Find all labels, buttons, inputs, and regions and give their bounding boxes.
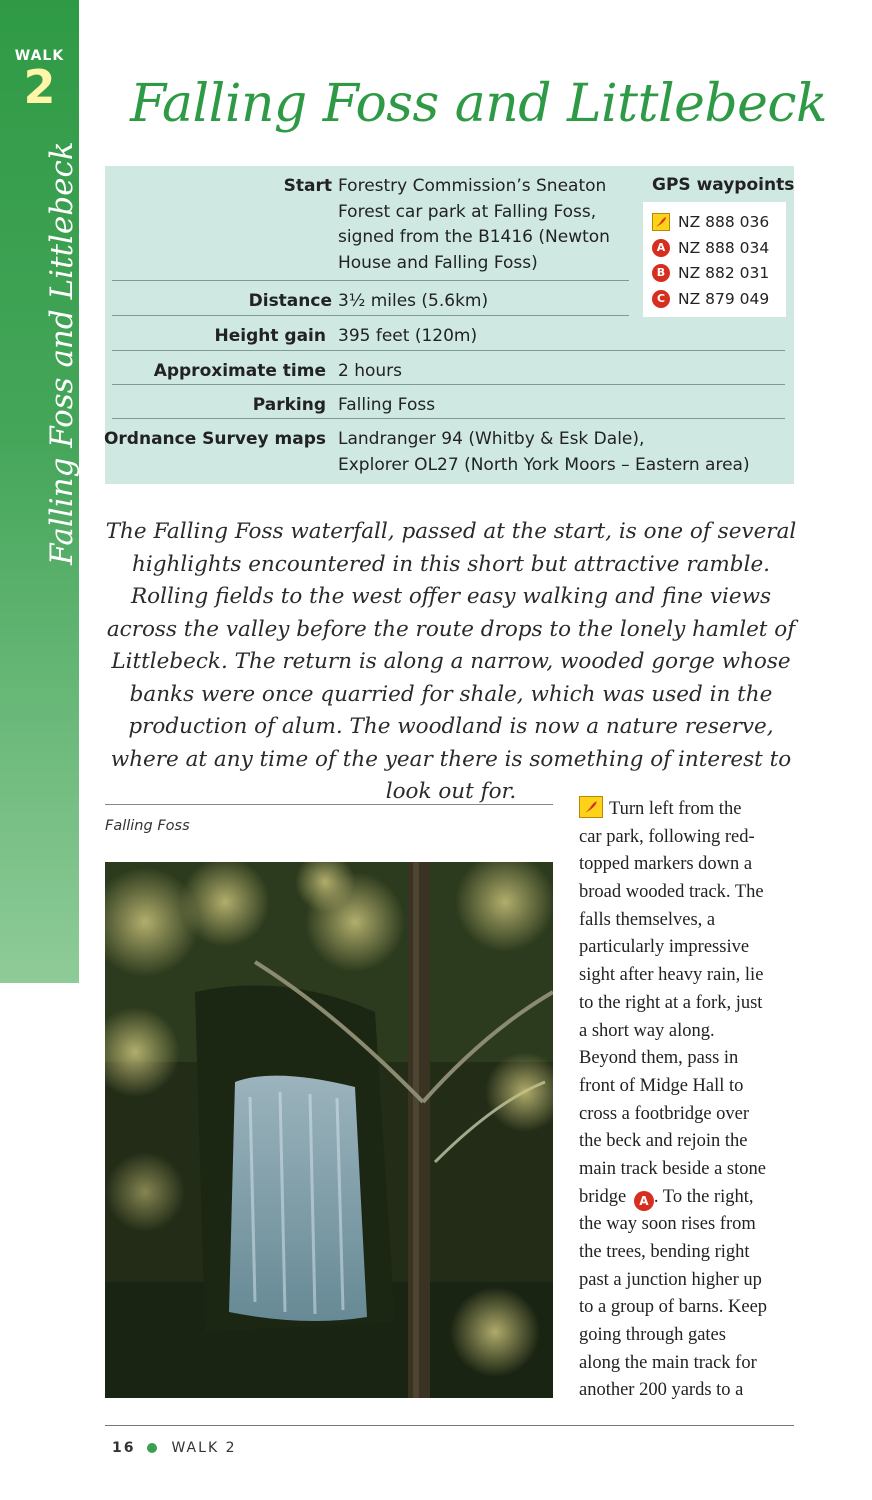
info-value: Forestry Commission’s Sneaton Forest car park at Falling Foss, signed from the B1416 (Newton House and Falling Foss) <box>338 176 610 273</box>
text-line: topped markers down a <box>579 854 753 875</box>
text-line: the beck and rejoin the <box>579 1131 748 1152</box>
text-line: main track beside a stone <box>579 1158 766 1179</box>
info-value: 2 hours <box>338 361 403 381</box>
gps-item <box>652 288 769 310</box>
text-line <box>579 1184 801 1212</box>
text-line: past a junction higher up <box>579 1269 762 1290</box>
text-line <box>579 796 801 824</box>
start-marker-icon <box>652 213 670 231</box>
info-value: Landranger 94 (Whitby & Esk Dale), Explorer OL27 (North York Moors – Eastern area) <box>338 429 750 475</box>
info-row-start <box>112 166 629 281</box>
gps-item <box>652 211 769 233</box>
divider <box>105 804 553 805</box>
text-line: Beyond them, pass in <box>579 1048 739 1069</box>
text-line: to the right at a fork, just <box>579 992 763 1013</box>
info-value: 3½ miles (5.6km) <box>338 291 489 311</box>
info-row-distance <box>112 281 629 316</box>
text-line: falls themselves, a <box>579 909 716 930</box>
footer-divider <box>105 1425 794 1426</box>
text-line: front of Midge Hall to <box>579 1075 744 1096</box>
info-label: Height gain <box>214 326 326 346</box>
side-vertical-title: Falling Foss and Littlebeck <box>44 141 80 565</box>
waypoint-c-icon: C <box>652 290 670 308</box>
text-line: sight after heavy rain, lie <box>579 965 764 986</box>
info-value: 395 feet (120m) <box>338 326 478 346</box>
walk-number: 2 <box>23 60 56 114</box>
text-line: the way soon rises from <box>579 1214 756 1235</box>
gps-ref: NZ 882 031 <box>678 264 770 282</box>
text-line: a short way along. <box>579 1020 715 1041</box>
info-row-time <box>112 351 785 385</box>
intro-paragraph: The Falling Foss waterfall, passed at the start, is one of several highlights encountered in this short but attractive ramble. Rolling fields to the west offer easy walking and fine views across the valley before the route drops to the lonely hamlet of Littlebeck. The return is along a narrow, wooded gorge whose banks were once quarried for shale, which was used in the production of alum. The woodland is now a nature reserve, where at any time of the year there is something of interest to look out for. <box>105 519 797 804</box>
info-label: Distance <box>248 291 332 311</box>
gps-list <box>643 202 786 317</box>
info-label: Parking <box>252 395 326 415</box>
gps-item <box>652 237 769 259</box>
text-line: broad wooded track. The <box>579 882 764 903</box>
info-row-parking <box>112 385 785 419</box>
text: Turn left from the <box>609 799 742 819</box>
page-footer <box>112 1440 236 1456</box>
text-line: particularly impressive <box>579 937 750 958</box>
info-label: Approximate time <box>153 361 326 381</box>
start-marker-icon <box>579 796 603 818</box>
waypoint-b-icon: B <box>652 264 670 282</box>
gps-title: GPS waypoints <box>652 175 795 195</box>
text-line: car park, following red- <box>579 826 755 847</box>
text: bridge <box>579 1186 627 1207</box>
footer-section: WALK 2 <box>171 1440 237 1456</box>
gps-ref: NZ 879 049 <box>678 290 770 308</box>
gps-ref: NZ 888 036 <box>678 213 770 231</box>
walk-label: WALK <box>14 48 65 64</box>
info-value: Falling Foss <box>338 395 436 415</box>
waypoint-a-icon: A <box>652 239 670 257</box>
gps-waypoints-box <box>635 166 794 324</box>
bullet-dot-icon <box>147 1443 157 1453</box>
photo-caption: Falling Foss <box>105 818 190 834</box>
waterfall-photo <box>105 862 553 1398</box>
text-line: along the main track for <box>579 1352 757 1373</box>
text: . To the right, <box>653 1186 754 1207</box>
text-line: to a group of barns. Keep <box>579 1297 768 1318</box>
page-number: 16 <box>112 1440 136 1456</box>
waypoint-a-icon: A <box>634 1191 654 1211</box>
page-title: Falling Foss and Littlebeck <box>130 74 828 134</box>
side-tab <box>0 0 79 983</box>
info-label: Ordnance Survey maps <box>103 429 326 449</box>
gps-item <box>652 262 769 284</box>
text-line: another 200 yards to a <box>579 1380 744 1401</box>
route-description <box>579 796 801 1405</box>
text-line: cross a footbridge over <box>579 1103 750 1124</box>
info-label: Start <box>283 176 332 196</box>
text-line: the trees, bending right <box>579 1242 750 1262</box>
info-row-maps <box>103 419 785 479</box>
gps-ref: NZ 888 034 <box>678 239 770 257</box>
text-line: going through gates <box>579 1325 726 1346</box>
